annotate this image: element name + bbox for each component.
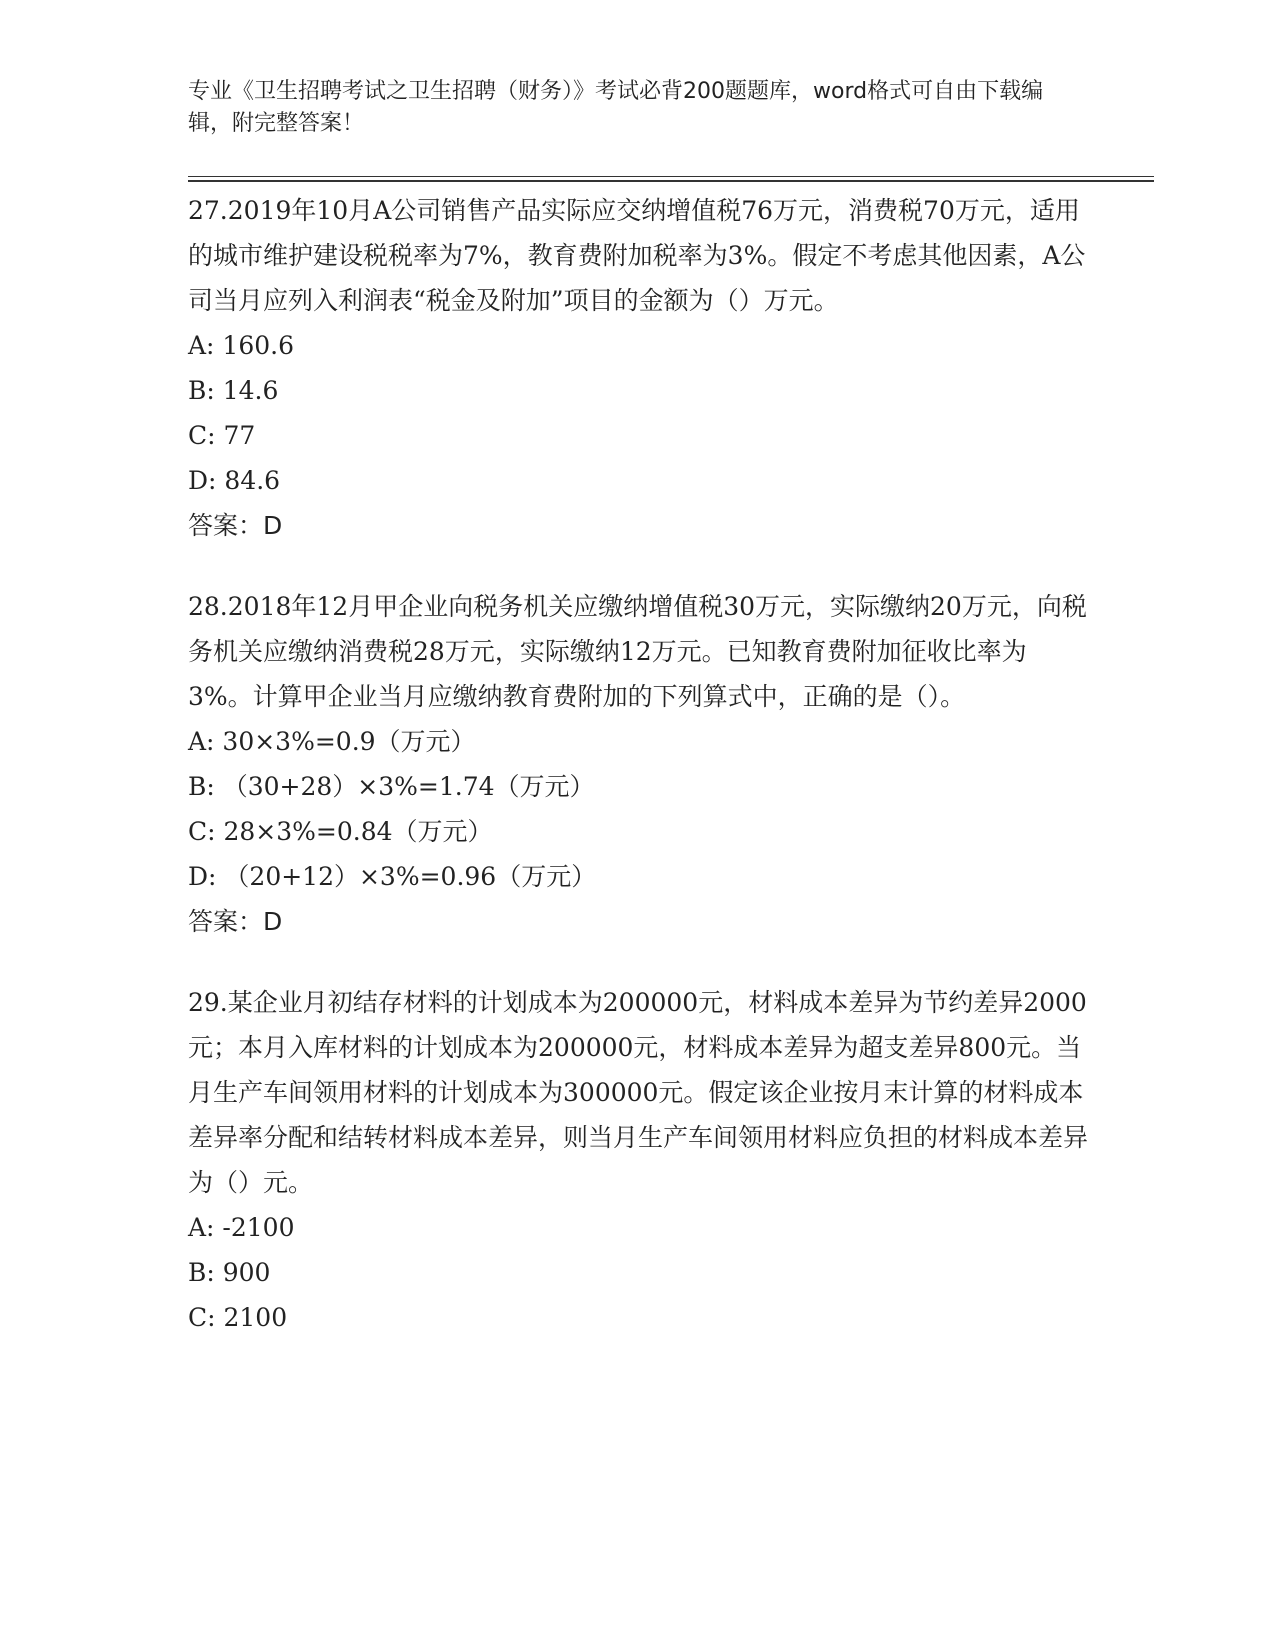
option-a: A: 30×3%=0.9（万元） <box>188 727 476 756</box>
option-a: A: 160.6 <box>188 331 294 360</box>
question-list <box>188 188 1088 1375</box>
option-d: D: （20+12）×3%=0.96（万元） <box>188 862 597 891</box>
question-29 <box>188 980 1088 1340</box>
answer-line: 答案：D <box>188 511 283 540</box>
question-28 <box>188 584 1088 945</box>
question-stem: 29.某企业月初结存材料的计划成本为200000元，材料成本差异为节约差异2000元；本月入库材料的计划成本为200000元，材料成本差异为超支差异800元。当月生产车间领用材料的计划成本为300000元。假定该企业按月末计算的材料成本差异率分配和结转材料成本差异，则当月生产车间领用材料应负担的材料成本差异为（）元。 <box>188 988 1089 1197</box>
option-c: C: 77 <box>188 421 256 450</box>
option-b: B: 14.6 <box>188 376 279 405</box>
question-27 <box>188 188 1088 549</box>
option-d: D: 84.6 <box>188 466 281 495</box>
option-c: C: 28×3%=0.84（万元） <box>188 817 493 846</box>
option-a: A: -2100 <box>188 1213 295 1242</box>
answer-line: 答案：D <box>188 907 283 936</box>
option-b: B: 900 <box>188 1258 271 1287</box>
document-header: 专业《卫生招聘考试之卫生招聘（财务）》考试必背200题题库，word格式可自由下载编辑，附完整答案！ <box>188 79 1044 136</box>
option-c: C: 2100 <box>188 1303 288 1332</box>
option-b: B: （30+28）×3%=1.74（万元） <box>188 772 595 801</box>
question-stem: 28.2018年12月甲企业向税务机关应缴纳增值税30万元，实际缴纳20万元，向税务机关应缴纳消费税28万元，实际缴纳12万元。已知教育费附加征收比率为3%。计算甲企业当月应缴纳教育费附加的下列算式中，正确的是（）。 <box>188 592 1087 711</box>
header-divider <box>188 176 1154 182</box>
question-stem: 27.2019年10月A公司销售产品实际应交纳增值税76万元，消费税70万元，适用的城市维护建设税税率为7%，教育费附加税率为3%。假定不考虑其他因素，A公司当月应列入利润表“税金及附加”项目的金额为（）万元。 <box>188 196 1086 315</box>
